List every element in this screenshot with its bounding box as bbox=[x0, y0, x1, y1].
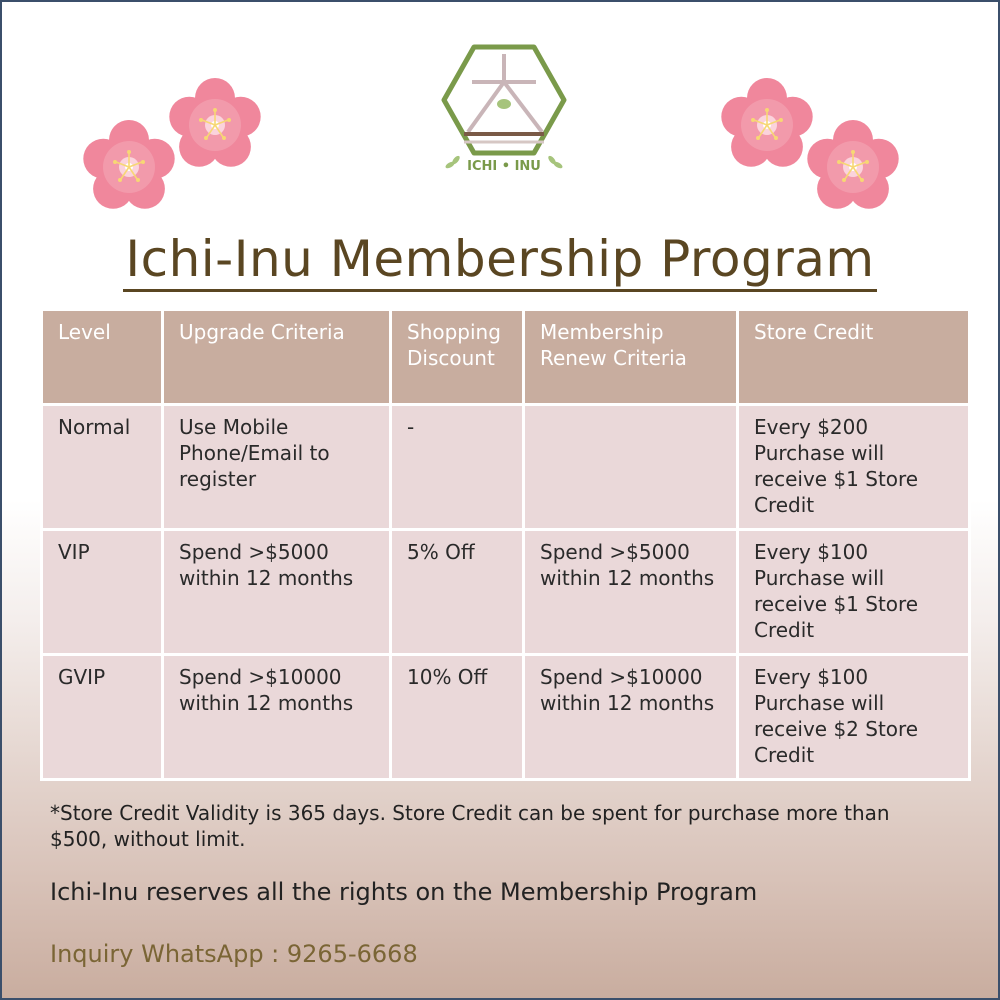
cell-level: Normal bbox=[42, 405, 163, 530]
rights-statement: Ichi-Inu reserves all the rights on the Membership Program bbox=[50, 878, 758, 906]
cell-renew-criteria: Spend >$10000 within 12 months bbox=[524, 655, 738, 780]
page-title: Ichi-Inu Membership Program bbox=[2, 230, 998, 288]
cell-discount: 5% Off bbox=[391, 530, 524, 655]
table-row bbox=[42, 655, 970, 780]
cell-level: VIP bbox=[42, 530, 163, 655]
table-header-row bbox=[42, 310, 970, 405]
blossom-icon bbox=[160, 70, 270, 180]
ichi-inu-logo bbox=[438, 42, 570, 182]
logo-text: ICHI • INU bbox=[467, 159, 541, 174]
blossom-icon bbox=[798, 112, 908, 222]
header-store-credit: Store Credit bbox=[738, 310, 970, 405]
membership-table bbox=[40, 308, 971, 781]
cell-upgrade-criteria: Spend >$5000 within 12 months bbox=[163, 530, 391, 655]
cell-upgrade-criteria: Spend >$10000 within 12 months bbox=[163, 655, 391, 780]
cell-store-credit: Every $200 Purchase will receive $1 Store Credit bbox=[738, 405, 970, 530]
cell-discount: 10% Off bbox=[391, 655, 524, 780]
cell-level: GVIP bbox=[42, 655, 163, 780]
cell-upgrade-criteria: Use Mobile Phone/Email to register bbox=[163, 405, 391, 530]
cell-renew-criteria: Spend >$5000 within 12 months bbox=[524, 530, 738, 655]
header-shopping-discount: Shopping Discount bbox=[391, 310, 524, 405]
header-upgrade-criteria: Upgrade Criteria bbox=[163, 310, 391, 405]
inquiry-contact: Inquiry WhatsApp : 9265-6668 bbox=[50, 940, 418, 968]
store-credit-note: *Store Credit Validity is 365 days. Store Credit can be spent for purchase more than $500, without limit. bbox=[50, 801, 890, 851]
cell-store-credit: Every $100 Purchase will receive $2 Store Credit bbox=[738, 655, 970, 780]
cell-discount: - bbox=[391, 405, 524, 530]
table-row bbox=[42, 405, 970, 530]
header-renew-criteria: Membership Renew Criteria bbox=[524, 310, 738, 405]
header-level: Level bbox=[42, 310, 163, 405]
cell-renew-criteria bbox=[524, 405, 738, 530]
table-row bbox=[42, 530, 970, 655]
cell-store-credit: Every $100 Purchase will receive $1 Store Credit bbox=[738, 530, 970, 655]
